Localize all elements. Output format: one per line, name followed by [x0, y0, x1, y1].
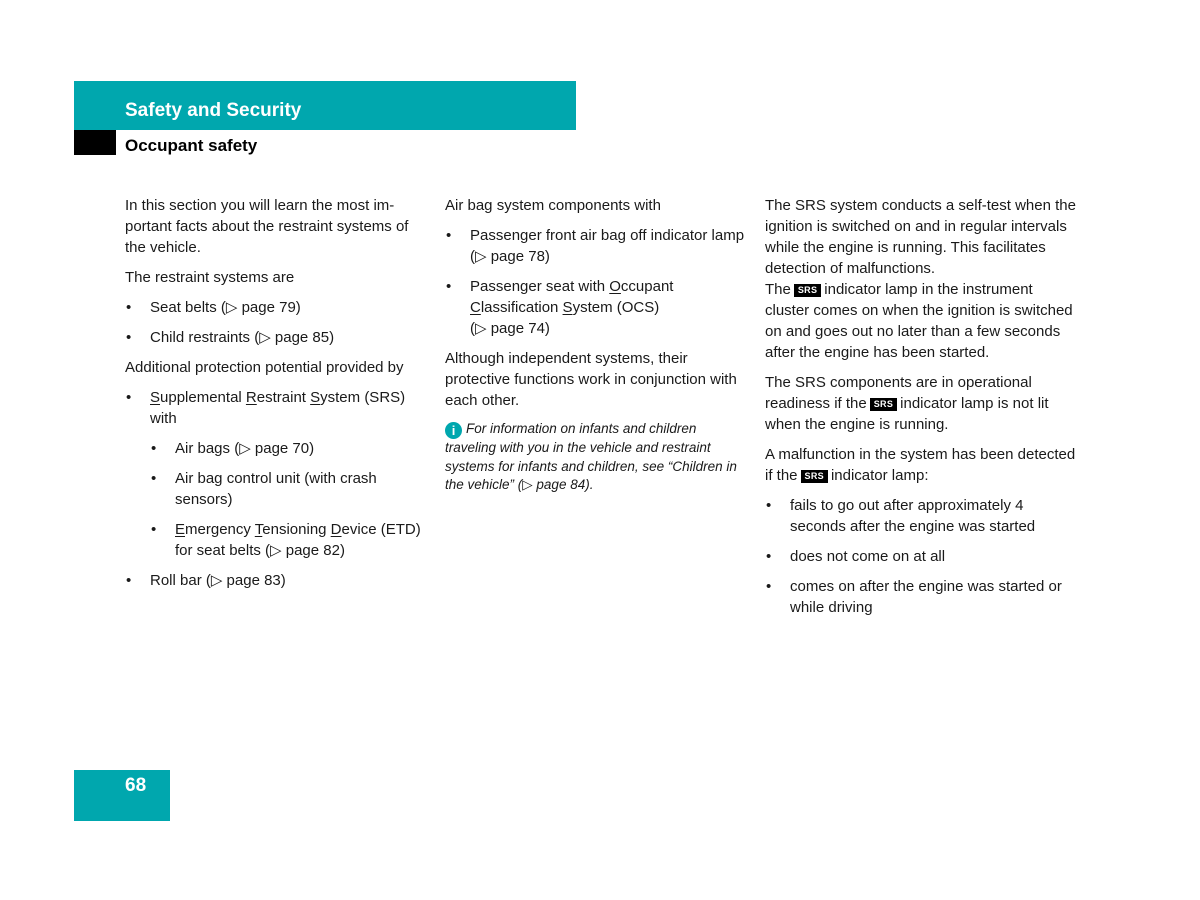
malfunction-list	[765, 495, 1080, 618]
list-item: • fails to go out after approximately 4 seconds after the engine was started	[765, 495, 1080, 537]
self-test-paragraph	[765, 195, 1080, 363]
info-note-text: For information on infants and children traveling with you in the vehicle and restraint systems for infants and children, see “Children in the vehicle” (▷ page 84).	[445, 421, 737, 492]
ocs-initial: C	[470, 299, 481, 316]
list-item-ocs	[445, 276, 745, 339]
info-note	[445, 420, 745, 495]
srs-initial: S	[150, 389, 161, 406]
malfunction-text-2: indicator lamp:	[830, 467, 929, 484]
additional-list	[125, 387, 430, 591]
subsection-tab	[74, 130, 116, 155]
srs-indicator-lamp-icon: SRS	[870, 398, 897, 411]
column-3	[765, 195, 1080, 627]
column-1	[125, 195, 430, 600]
readiness-text-2: indicator lamp is not lit when the engine is running.	[765, 395, 1049, 433]
list-item: • does not come on at all	[765, 546, 1080, 567]
restraints-heading: The restraint systems are	[125, 269, 295, 286]
etd-initial: T	[254, 521, 263, 538]
page-number-box	[74, 770, 170, 821]
malfunction-paragraph	[765, 444, 1080, 486]
ocs-text: Passenger seat with	[470, 278, 610, 295]
self-test-text-2: The	[765, 281, 791, 298]
readiness-text: The SRS components are in operational readiness if the	[765, 374, 1032, 412]
restraints-list	[125, 297, 430, 348]
list-item-srs	[125, 387, 430, 561]
srs-indicator-lamp-icon: SRS	[794, 284, 821, 297]
readiness-paragraph	[765, 372, 1080, 435]
independent-systems-paragraph: Although independent systems, their protective functions work in conjunction with each other.	[445, 350, 737, 409]
srs-text: upplemental	[160, 389, 246, 406]
list-item: • Passenger front air bag off indicator lamp (▷ page 78)	[445, 225, 745, 267]
malfunction-text: A malfunction in the system has been detected if the	[765, 446, 1076, 484]
page-number: 68	[125, 775, 147, 796]
list-item: • Air bag control unit (with crash sensors)	[150, 468, 430, 510]
list-item: • comes on after the engine was started or while driving	[765, 576, 1080, 618]
srs-indicator-lamp-icon: SRS	[801, 470, 828, 483]
ocs-page-ref: (▷ page 74)	[470, 320, 550, 337]
additional-heading: Additional protection potential provided by	[125, 359, 404, 376]
etd-text: evice (ETD) for seat belts (▷ page 82)	[175, 521, 421, 559]
list-item: • Child restraints (▷ page 85)	[125, 327, 430, 348]
srs-sublist	[150, 438, 430, 561]
column-2	[445, 195, 745, 504]
components-list	[445, 225, 745, 339]
list-item-etd	[150, 519, 430, 561]
etd-initial: D	[330, 521, 342, 538]
etd-text: ensioning	[262, 521, 331, 538]
info-icon: i	[445, 422, 462, 439]
ocs-initial: S	[562, 299, 573, 316]
etd-text: mergency	[185, 521, 255, 538]
srs-text: ystem (SRS) with	[150, 389, 406, 427]
components-heading: Air bag system components with	[445, 197, 661, 214]
list-item: • Seat belts (▷ page 79)	[125, 297, 430, 318]
srs-initial: R	[245, 389, 257, 406]
section-title: Safety and Security	[125, 100, 302, 121]
ocs-text: lassification	[480, 299, 563, 316]
ocs-initial: O	[609, 278, 621, 295]
ocs-text: ystem (OCS)	[572, 299, 660, 316]
intro-paragraph: In this section you will learn the most im-portant facts about the restraint systems of the vehicle.	[125, 197, 409, 256]
subsection-title: Occupant safety	[125, 136, 258, 155]
etd-initial: E	[175, 521, 186, 538]
list-item: • Roll bar (▷ page 83)	[125, 570, 430, 591]
ocs-text: ccupant	[620, 278, 674, 295]
self-test-text: The SRS system conducts a self-test when the ignition is switched on and in regular intervals while the engine is running. This facilitates detection of malfunctions.	[765, 197, 1076, 277]
srs-text: estraint	[256, 389, 311, 406]
self-test-text-3: indicator lamp in the instrument cluster comes on when the ignition is switched on and goes out no later than a few seconds after the engine has been started.	[765, 281, 1073, 361]
srs-initial: S	[310, 389, 321, 406]
list-item: • Air bags (▷ page 70)	[150, 438, 430, 459]
